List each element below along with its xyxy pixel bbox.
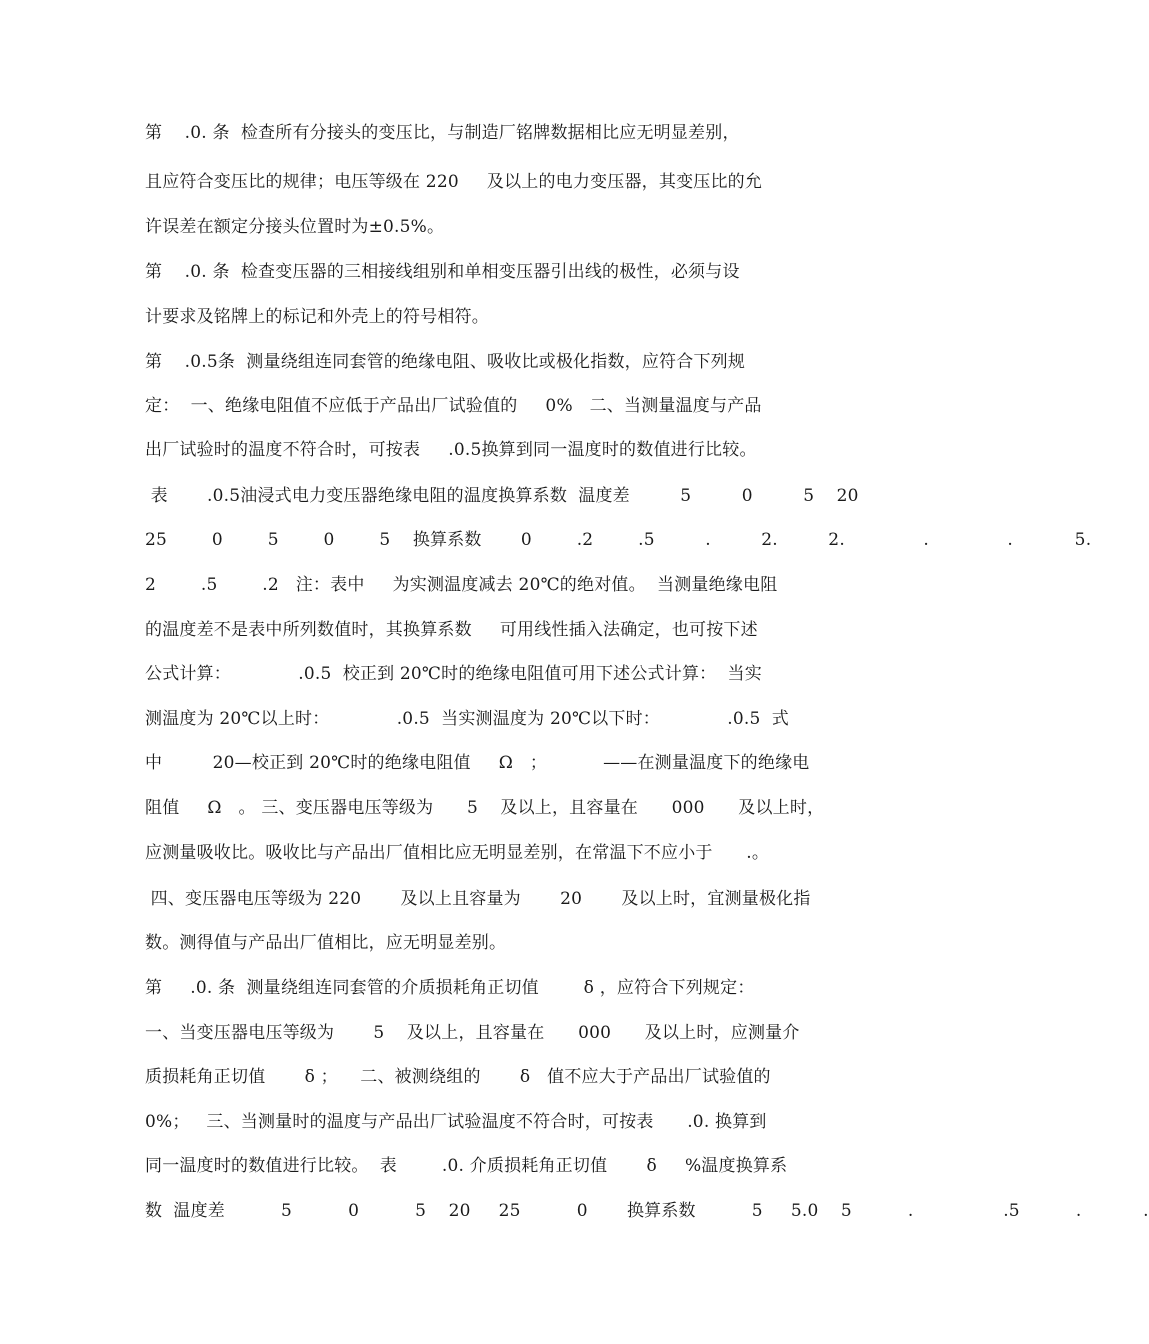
text-line: 第 .0. 条 检查所有分接头的变压比，与制造厂铭牌数据相比应无明显差别，	[145, 123, 740, 143]
text-line: 第 .0. 条 测量绕组连同套管的介质损耗角正切值 δ ，应符合下列规定：	[145, 978, 755, 998]
text-line: 计要求及铭牌上的标记和外壳上的符号相符。	[145, 307, 489, 327]
text-line: 数。测得值与产品出厂值相比，应无明显差别。	[145, 933, 507, 953]
text-line: 的温度差不是表中所列数值时，其换算系数 可用线性插入法确定，也可按下述	[145, 620, 758, 640]
text-line: 阻值 Ω 。 三、变压器电压等级为 5 及以上，且容量在 000 及以上时，	[145, 798, 825, 818]
text-line: 公式计算： .0.5 校正到 20℃时的绝缘电阻值可用下述公式计算： 当实	[145, 664, 762, 684]
text-line: 同一温度时的数值进行比较。 表 .0. 介质损耗角正切值 δ %温度换算系	[145, 1156, 788, 1176]
text-line: 且应符合变压比的规律；电压等级在 220 及以上的电力变压器，其变压比的允	[145, 172, 763, 192]
text-line: 第 .0. 条 检查变压器的三相接线组别和单相变压器引出线的极性，必须与设	[145, 262, 740, 282]
text-line: 中 20—校正到 20℃时的绝缘电阻值 Ω ； ——在测量温度下的绝缘电	[145, 753, 810, 773]
text-line: 质损耗角正切值 δ ； 二、被测绕组的 δ 值不应大于产品出厂试验值的	[145, 1067, 771, 1087]
text-line: 一、当变压器电压等级为 5 及以上，且容量在 000 及以上时，应测量介	[145, 1023, 800, 1043]
text-line: 第 .0.5条 测量绕组连同套管的绝缘电阻、吸收比或极化指数，应符合下列规	[145, 352, 746, 372]
text-line: 25 0 5 0 5 换算系数 0 .2 .5 . 2. 2. . . 5.	[145, 530, 1092, 550]
text-line: 出厂试验时的温度不符合时，可按表 .0.5换算到同一温度时的数值进行比较。	[145, 440, 757, 460]
text-line: 四、变压器电压等级为 220 及以上且容量为 20 及以上时，宜测量极化指	[145, 889, 811, 909]
text-line: 应测量吸收比。吸收比与产品出厂值相比应无明显差别，在常温下不应小于 .。	[145, 843, 770, 863]
text-line: 测温度为 20℃以上时： .0.5 当实测温度为 20℃以下时： .0.5 式	[145, 709, 789, 729]
text-line: 表 .0.5油浸式电力变压器绝缘电阻的温度换算系数 温度差 5 0 5 20	[145, 486, 859, 506]
text-line: 许误差在额定分接头位置时为±0.5%。	[145, 217, 445, 237]
text-line: 2 .5 .2 注：表中 为实测温度减去 20℃的绝对值。 当测量绝缘电阻	[145, 575, 778, 595]
text-line: 0%； 三、当测量时的温度与产品出厂试验温度不符合时，可按表 .0. 换算到	[145, 1112, 767, 1132]
text-line: 定： 一、绝缘电阻值不应低于产品出厂试验值的 0% 二、当测量温度与产品	[145, 396, 762, 416]
text-line: 数 温度差 5 0 5 20 25 0 换算系数 5 5.0 5 . .5 . .	[145, 1201, 1149, 1221]
